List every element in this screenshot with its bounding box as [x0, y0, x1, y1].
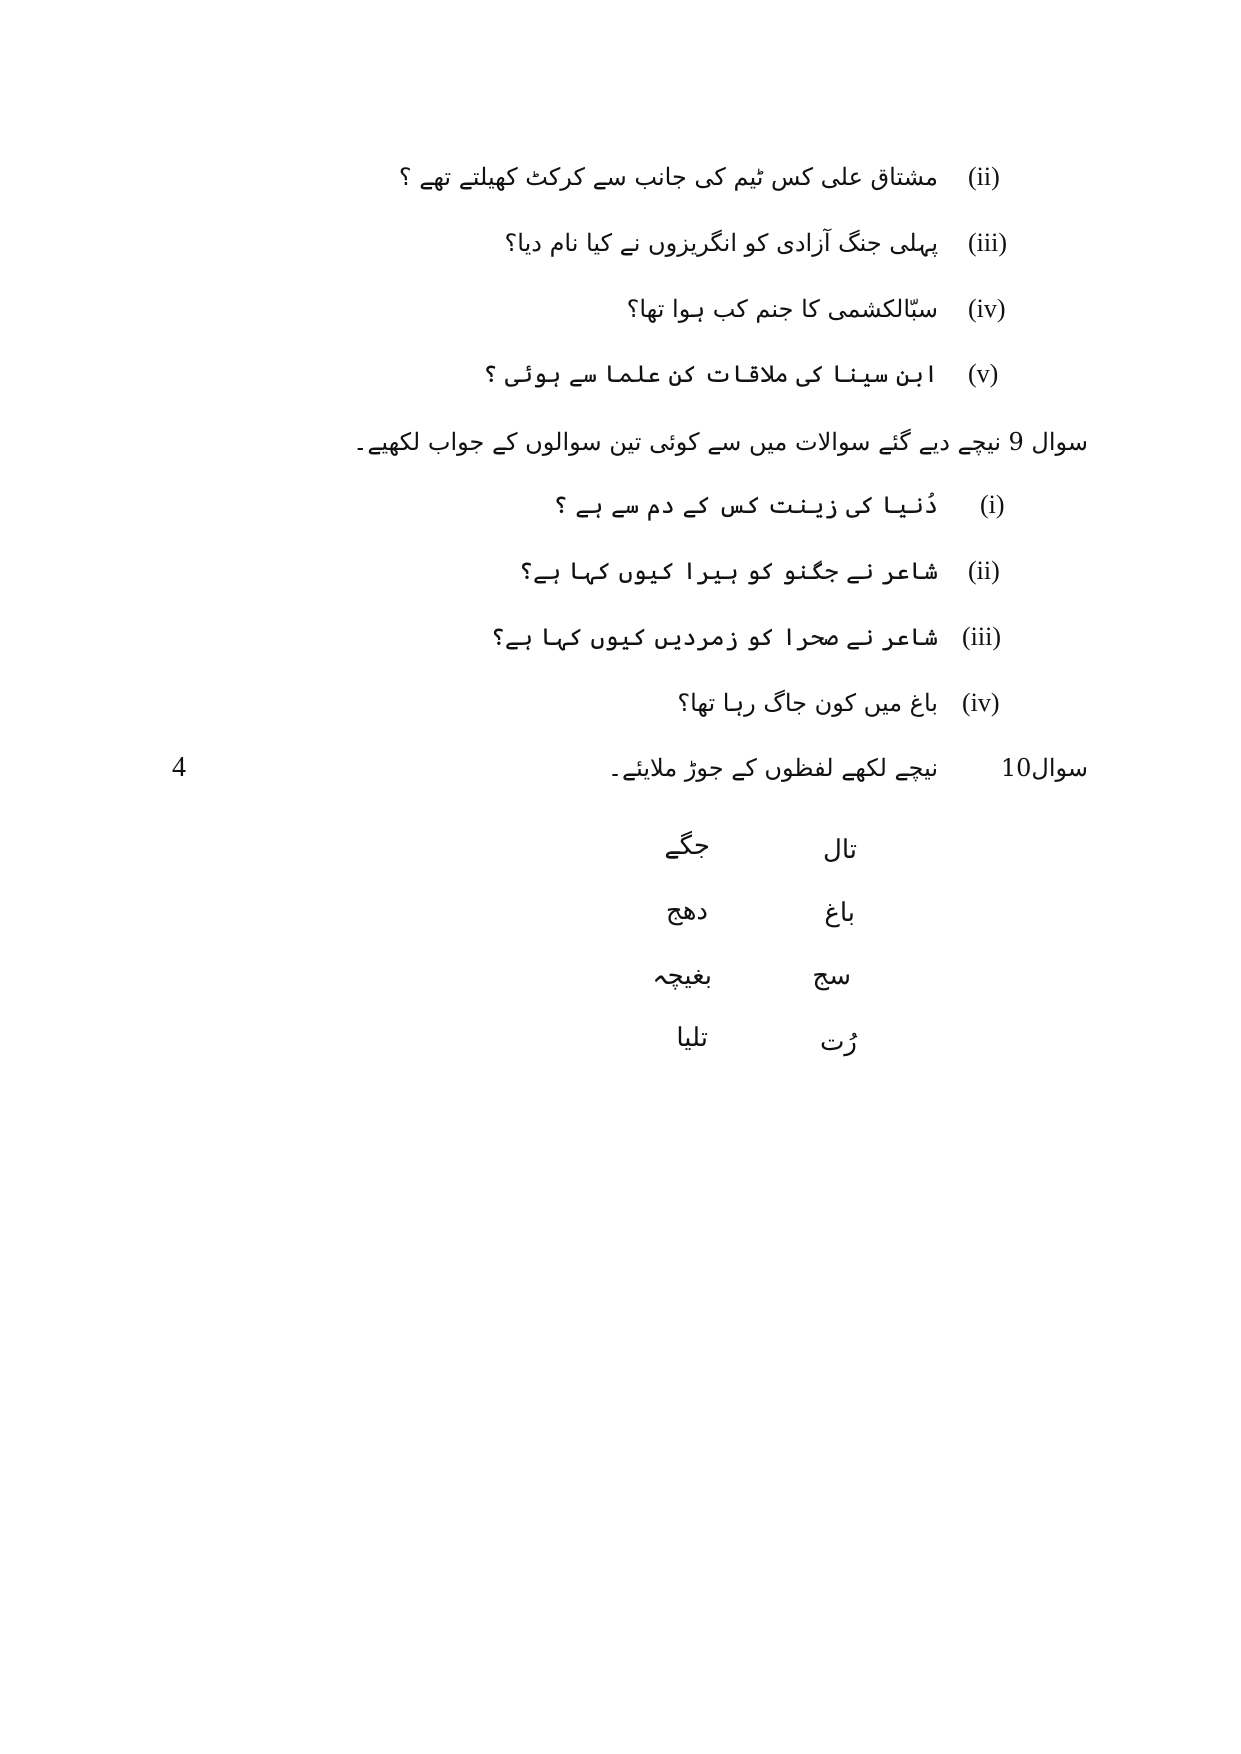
question-label: سوال 9 [1008, 428, 1088, 456]
item-number: (i) [980, 490, 1005, 519]
item-text: باغ میں کون جاگ رہا تھا؟ [677, 689, 938, 717]
item-number: (ii) [968, 162, 1000, 191]
item-number: (iii) [968, 228, 1007, 257]
item-text: دُنیا کی زینت کس کے دم سے ہے ؟ [553, 491, 938, 519]
item-number: (iii) [962, 622, 1001, 651]
item-text: سبّالکشمی کا جنم کب ہوا تھا؟ [626, 295, 938, 323]
item-text: شاعر نے صحرا کو زمردیں کیوں کہا ہے؟ [490, 623, 938, 651]
question-label: سوال10 [1000, 754, 1088, 782]
match-word: رُت [819, 1027, 857, 1057]
question-prompt: نیچے دیے گئے سوالات میں سے کوئی تین سوالوں کے جواب لکھیے۔ [353, 428, 1001, 456]
question-prompt: نیچے لکھے لفظوں کے جوڑ ملایئے۔ [607, 754, 938, 782]
match-word: باغ [824, 898, 855, 928]
match-word: دھج [665, 896, 708, 926]
match-word: سج [812, 961, 851, 991]
item-text: ابن سینا کی ملاقات کن علما سے ہوئی ؟ [483, 360, 938, 388]
match-word: تلیا [676, 1023, 708, 1053]
match-word: بغیچہ [652, 961, 712, 991]
match-word: جگے [664, 831, 710, 861]
item-number: (iv) [962, 688, 1000, 717]
item-number: (v) [968, 359, 999, 388]
page-number: 4 [172, 752, 186, 783]
item-text: مشتاق علی کس ٹیم کی جانب سے کرکٹ کھیلتے تھے ؟ [398, 163, 938, 191]
match-word: تال [822, 835, 857, 865]
item-text: شاعر نے جگنو کو ہیرا کیوں کہا ہے؟ [518, 557, 938, 585]
item-text: پہلی جنگ آزادی کو انگریزوں نے کیا نام دیا؟ [504, 229, 938, 257]
item-number: (ii) [968, 556, 1000, 585]
item-number: (iv) [968, 294, 1006, 323]
